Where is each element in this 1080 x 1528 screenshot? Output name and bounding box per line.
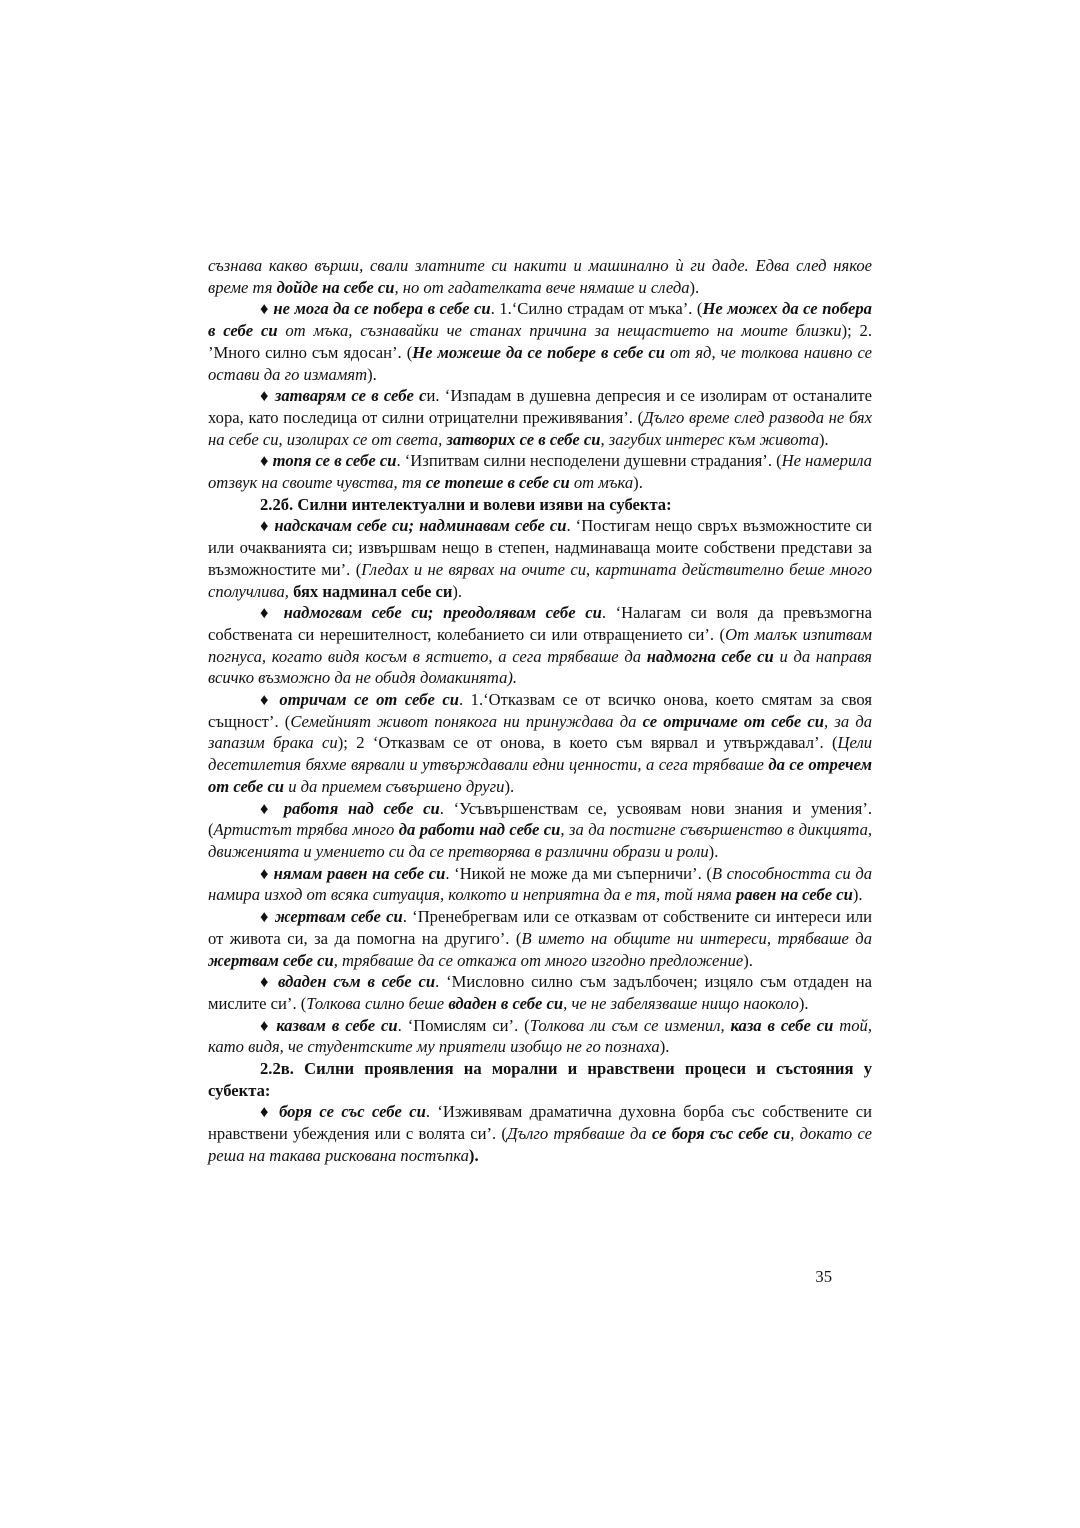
text-run: , загубих интерес към живота bbox=[600, 429, 820, 449]
bold-run bbox=[278, 972, 435, 991]
text-run: , за да постигне съвършенство в дикцията, движенията и умението си да се претворява в различни образи и роли bbox=[208, 820, 873, 861]
text-run: се топеше в себе си bbox=[425, 473, 570, 493]
page-number: 35 bbox=[815, 1267, 832, 1286]
text-run: ♦ bbox=[260, 451, 273, 471]
bold-run bbox=[275, 386, 427, 405]
bold-run bbox=[399, 820, 561, 839]
text-run: надмогвам себе си; преодолявам себе си bbox=[283, 603, 602, 623]
text-run: казвам в себе си bbox=[276, 1015, 398, 1035]
text-run: надскачам себе си; надминавам себе си bbox=[274, 516, 567, 536]
text-run: Дълго време след развода не бях на себе си, изолирах се от света, bbox=[208, 407, 872, 449]
bold-run bbox=[208, 951, 334, 970]
text-run: ). bbox=[452, 581, 463, 601]
bold-run bbox=[446, 430, 600, 449]
text-run: ). bbox=[852, 885, 863, 905]
text-run: В името на общите ни интереси, трябваше да bbox=[521, 928, 872, 948]
bold-run bbox=[643, 712, 824, 731]
text-run: жертвам себе си bbox=[274, 907, 403, 927]
bold-run bbox=[647, 647, 774, 666]
text-run: ). bbox=[819, 429, 829, 449]
text-run: затварям се в себе с bbox=[274, 386, 427, 406]
entry-zhertvam bbox=[208, 906, 872, 971]
text-run: и да направя всичко възможно да не обидя домакинята). bbox=[208, 646, 872, 688]
bold-run bbox=[273, 299, 490, 318]
text-run: ♦ bbox=[260, 690, 280, 710]
text-run: ♦ bbox=[260, 603, 284, 623]
text-run: От малък изпитвам погнуса, когато видя косъм в ястието, а сега трябваше да bbox=[208, 624, 872, 666]
text-run: отричам се от себе си bbox=[279, 690, 459, 710]
text-run: жертвам себе си bbox=[208, 950, 334, 970]
bold-run bbox=[274, 864, 446, 883]
text-run: вдаден съм в себе си bbox=[278, 972, 436, 992]
bold-run bbox=[284, 603, 602, 622]
text-run: от мъка, съзнавайки че станах причина за нещастието на моите близки bbox=[277, 321, 842, 341]
text-run: Не можеше да се побере в себе си bbox=[412, 342, 665, 362]
text-run: ♦ bbox=[260, 516, 275, 536]
text-run: и да приемем съвършено други bbox=[284, 776, 505, 796]
text-run: Цели десетилетия бяхме вярвали и утвърждавали едни ценности, а сега трябваше bbox=[208, 733, 873, 775]
bold-run bbox=[277, 278, 395, 297]
text-run: работя над себе си bbox=[283, 798, 440, 818]
text-run: , трябваше да се откажа от много изгодно предложение bbox=[333, 950, 744, 970]
text-run: ). bbox=[689, 277, 700, 297]
bold-run bbox=[275, 907, 403, 926]
bold-run bbox=[284, 799, 440, 818]
bold-run bbox=[652, 1124, 790, 1143]
text-run: Толкова ли съм се изменил, bbox=[529, 1015, 731, 1035]
entry-borya-se bbox=[208, 1101, 872, 1166]
entry-ne-moga-da-se-pobera bbox=[208, 298, 872, 385]
text-run: ). bbox=[798, 993, 809, 1013]
bold-run bbox=[426, 473, 570, 492]
entry-rabotya-nad bbox=[208, 798, 872, 863]
bold-run bbox=[736, 885, 853, 904]
text-run: и. ‘Изпадам в душевна депресия и се изолирам от останалите хора, като последица от силни отрицателни преживявания’. ( bbox=[208, 386, 872, 427]
entry-nadskacham bbox=[208, 515, 872, 602]
bold-run bbox=[412, 343, 665, 362]
text-run: 2.2в. Силни проявления на морални и нравствени процеси и състояния у субекта: bbox=[208, 1059, 872, 1100]
text-run: ♦ bbox=[260, 798, 284, 818]
text-run: той, като видя, че студентските му приятели изобщо не го познаха bbox=[208, 1015, 872, 1057]
text-run: затворих се в себе си bbox=[446, 429, 601, 449]
text-run: Толкова силно беше bbox=[306, 993, 449, 1013]
text-run: ♦ bbox=[260, 299, 274, 319]
text-run: . ‘Мисловно силно съм задълбочен; изцяло съм отдаден на мислите си’. ( bbox=[208, 972, 872, 1013]
entry-nyamam-raven bbox=[208, 863, 872, 906]
text-run: ). bbox=[468, 1145, 479, 1165]
text-run: Семейният живот понякога ни принуждава да bbox=[290, 711, 643, 731]
bold-run bbox=[276, 1016, 397, 1035]
text-run: каза в себе си bbox=[730, 1015, 834, 1035]
text-run: Гледах и не вярвах на очите си, картината действително беше много сполучлива, bbox=[208, 559, 872, 601]
text-run: ♦ bbox=[260, 1102, 280, 1122]
text-run: съзнава какво върши, свали златните си накити и машинално ѝ ги даде. Едва след някое време тя bbox=[208, 256, 872, 297]
text-run: 2.2б. Силни интелектуални и волеви изяви на субекта: bbox=[260, 494, 672, 514]
bold-run bbox=[274, 516, 566, 535]
text-run: ); 2 ‘Отказвам се от онова, в което съм вярвал и утвърждавал’. ( bbox=[337, 733, 838, 753]
entry-nadmogvam bbox=[208, 602, 872, 689]
text-run: ). bbox=[743, 950, 753, 970]
text-run: . ‘Постигам нещо свръх възможностите си или очакванията си; извършвам нещо в степен, надминаваща моите собствени представи за възможностите ми’. ( bbox=[208, 516, 872, 579]
text-run: вдаден в себе си bbox=[448, 993, 564, 1013]
text-run: ♦ bbox=[260, 907, 275, 927]
text-run: , докато се реша на такава рискована постъпка bbox=[208, 1124, 872, 1165]
section-heading-2-2b bbox=[208, 494, 872, 516]
text-run: ). bbox=[504, 776, 515, 796]
text-run: Артистът трябва много bbox=[213, 820, 399, 840]
text-run: ). bbox=[708, 841, 719, 861]
text-run: ♦ bbox=[260, 386, 275, 406]
text-run: се отричаме от себе си bbox=[642, 711, 825, 731]
text-run: надмогна себе си bbox=[646, 646, 774, 666]
text-run: ♦ bbox=[260, 972, 279, 992]
text-run: Не можех да се побера в себе си bbox=[208, 299, 872, 341]
text-run: бях надминал себе си bbox=[293, 581, 453, 601]
text-run: . ‘Никой не може да ми съперничи’. ( bbox=[445, 863, 712, 883]
entry-otricham-se bbox=[208, 689, 872, 798]
text-run: , за да запазим брака си bbox=[208, 711, 873, 753]
text-run: . ‘Изпитвам силни несподелени душевни страдания’. ( bbox=[396, 451, 782, 471]
entry-zatvaryam-se bbox=[208, 385, 872, 450]
text-run: ). bbox=[659, 1037, 670, 1057]
text-run: да се отречем от себе си bbox=[208, 755, 873, 796]
text-run: . ‘Изживявам драматична духовна борба със собствените си нравствени убеждения или с волята си’. ( bbox=[208, 1102, 872, 1144]
text-run: Не намерила отзвук на своите чувства, тя bbox=[208, 451, 872, 493]
text-run: да работи над себе си bbox=[398, 820, 561, 840]
text-run: ♦ bbox=[260, 863, 274, 883]
text-run: . 1.‘Отказвам се от всичко онова, което смятам за своя същност’. ( bbox=[208, 690, 873, 731]
continuation-paragraph bbox=[208, 255, 872, 298]
bold-run bbox=[279, 690, 459, 709]
text-run: от мъка bbox=[569, 473, 634, 493]
text-run: . ‘Налагам си воля да превъзмогна собствената си нерешителност, колебанието си или отвращението си’. ( bbox=[208, 603, 872, 644]
text-run: ). bbox=[367, 364, 377, 384]
entry-topya-se bbox=[208, 450, 872, 493]
text-run: равен на себе си bbox=[735, 885, 853, 905]
bold-run bbox=[731, 1016, 834, 1035]
text-run: . ‘Помислям си’. ( bbox=[397, 1015, 530, 1035]
text-run: Дълго трябваше да bbox=[506, 1124, 652, 1144]
text-run: нямам равен на себе си bbox=[273, 863, 446, 883]
text-run: , че не забелязваше нищо наоколо bbox=[563, 993, 799, 1013]
text-run: ). bbox=[633, 473, 643, 493]
entry-kazvam bbox=[208, 1015, 872, 1058]
text-run: топя се в себе си bbox=[272, 451, 397, 471]
text-run: . ‘Усъвършенствам се, усвоявам нови знания и умения’. ( bbox=[208, 798, 872, 840]
section-heading-2-2v bbox=[208, 1058, 872, 1101]
text-run: от яд, че толкова наивно се остави да го измамят bbox=[208, 342, 872, 384]
text-run: дойде на себе си bbox=[276, 277, 395, 297]
text-run: боря се със себе си bbox=[279, 1102, 426, 1122]
text-run: ); 2. ’Много силно съм ядосан’. ( bbox=[208, 321, 872, 362]
text-run: ♦ bbox=[260, 1015, 277, 1035]
text-run: се боря със себе си bbox=[651, 1124, 791, 1144]
text-run: . ‘Пренебрегвам или се отказвам от собствените си интереси или от живота си, за да помогна на другиго’. ( bbox=[208, 907, 873, 948]
text-run: В способността си да намира изход от всяка ситуация, колкото и неприятна да е тя, той няма bbox=[208, 863, 873, 905]
bold-run bbox=[273, 451, 397, 470]
text-run: не мога да се побера в себе си bbox=[273, 299, 491, 319]
page-body bbox=[208, 255, 872, 1167]
entry-vdaden bbox=[208, 971, 872, 1014]
text-run: , но от гадателката вече нямаше и следа bbox=[394, 277, 690, 297]
bold-run bbox=[448, 994, 563, 1013]
bold-run bbox=[279, 1102, 426, 1121]
text-run: . 1.‘Силно страдам от мъка’. ( bbox=[490, 299, 703, 319]
